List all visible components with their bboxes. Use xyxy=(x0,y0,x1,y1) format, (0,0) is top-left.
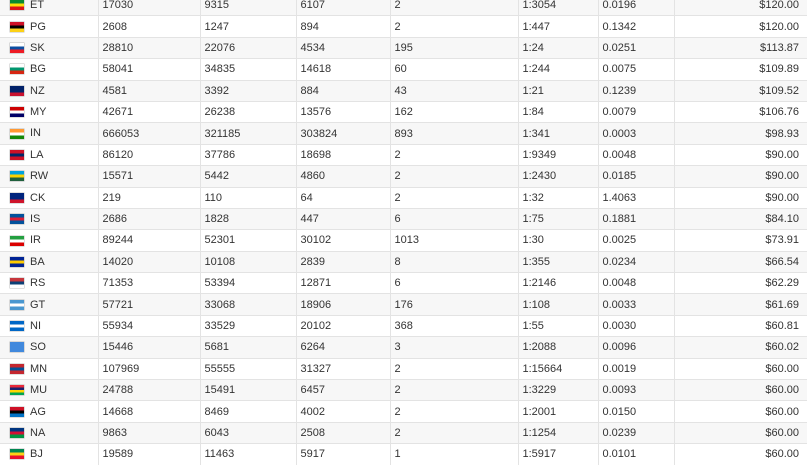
rate-cell: 0.1239 xyxy=(598,80,674,101)
ratio-cell: 1:5917 xyxy=(518,444,598,465)
country-cell xyxy=(0,251,98,272)
table-row[interactable] xyxy=(0,37,807,58)
value-cell-2: 33529 xyxy=(200,315,296,336)
table-row[interactable] xyxy=(0,59,807,80)
value-cell-2: 52301 xyxy=(200,230,296,251)
value-cell-2: 321185 xyxy=(200,123,296,144)
rate-cell: 0.0234 xyxy=(598,251,674,272)
country-code: PG xyxy=(30,20,46,33)
country-code: NA xyxy=(30,427,46,440)
country-cell xyxy=(0,144,98,165)
value-cell-1: 42671 xyxy=(98,101,200,122)
flag-icon xyxy=(10,364,24,374)
value-cell-2: 9315 xyxy=(200,0,296,16)
ratio-cell: 1:21 xyxy=(518,80,598,101)
value-cell-2: 1828 xyxy=(200,208,296,229)
table-row[interactable] xyxy=(0,444,807,465)
country-code: IR xyxy=(30,234,41,247)
value-cell-1: 58041 xyxy=(98,59,200,80)
value-cell-1: 24788 xyxy=(98,380,200,401)
amount-cell: $60.81 xyxy=(674,315,807,336)
country-code: SO xyxy=(30,341,46,354)
value-cell-2: 37786 xyxy=(200,144,296,165)
country-code: AG xyxy=(30,405,46,418)
rate-cell: 0.0025 xyxy=(598,230,674,251)
amount-cell: $61.69 xyxy=(674,294,807,315)
value-cell-2: 33068 xyxy=(200,294,296,315)
value-cell-1: 4581 xyxy=(98,80,200,101)
amount-cell: $98.93 xyxy=(674,123,807,144)
country-code: CK xyxy=(30,191,46,204)
value-cell-1: 2686 xyxy=(98,208,200,229)
value-cell-3: 4534 xyxy=(296,37,390,58)
country-code: SK xyxy=(30,42,45,55)
value-cell-4: 2 xyxy=(390,16,518,37)
country-code: RW xyxy=(30,170,49,183)
table-row[interactable] xyxy=(0,80,807,101)
flag-icon xyxy=(10,86,24,96)
rate-cell: 0.0096 xyxy=(598,337,674,358)
amount-cell: $120.00 xyxy=(674,0,807,16)
value-cell-1: 71353 xyxy=(98,273,200,294)
value-cell-1: 17030 xyxy=(98,0,200,16)
value-cell-4: 43 xyxy=(390,80,518,101)
country-code: IS xyxy=(30,213,41,226)
amount-cell: $90.00 xyxy=(674,187,807,208)
rate-cell: 0.0185 xyxy=(598,166,674,187)
country-code: NZ xyxy=(30,84,45,97)
value-cell-4: 60 xyxy=(390,59,518,80)
ratio-cell: 1:75 xyxy=(518,208,598,229)
flag-icon xyxy=(10,278,24,288)
country-code: BJ xyxy=(30,448,43,461)
rate-cell: 0.0030 xyxy=(598,315,674,336)
country-code: ET xyxy=(30,0,45,12)
ratio-cell: 1:341 xyxy=(518,123,598,144)
value-cell-1: 57721 xyxy=(98,294,200,315)
ratio-cell: 1:244 xyxy=(518,59,598,80)
value-cell-1: 15446 xyxy=(98,337,200,358)
amount-cell: $90.00 xyxy=(674,144,807,165)
ratio-cell: 1:15664 xyxy=(518,358,598,379)
country-code: NI xyxy=(30,320,41,333)
value-cell-3: 4860 xyxy=(296,166,390,187)
value-cell-3: 14618 xyxy=(296,59,390,80)
amount-cell: $60.00 xyxy=(674,422,807,443)
value-cell-3: 12871 xyxy=(296,273,390,294)
rate-cell: 0.0048 xyxy=(598,273,674,294)
country-code: MN xyxy=(30,362,48,375)
flag-icon xyxy=(10,193,24,203)
value-cell-2: 110 xyxy=(200,187,296,208)
country-cell xyxy=(0,380,98,401)
flag-icon xyxy=(10,214,24,224)
ratio-cell: 1:24 xyxy=(518,37,598,58)
flag-icon xyxy=(10,107,24,117)
ratio-cell: 1:9349 xyxy=(518,144,598,165)
value-cell-1: 9863 xyxy=(98,422,200,443)
rate-cell: 0.0079 xyxy=(598,101,674,122)
rate-cell: 0.1342 xyxy=(598,16,674,37)
ratio-cell: 1:2088 xyxy=(518,337,598,358)
country-code: LA xyxy=(30,148,44,161)
value-cell-2: 53394 xyxy=(200,273,296,294)
flag-icon xyxy=(10,407,24,417)
country-cell xyxy=(0,444,98,465)
value-cell-4: 2 xyxy=(390,144,518,165)
ratio-cell: 1:2430 xyxy=(518,166,598,187)
rate-cell: 0.0019 xyxy=(598,358,674,379)
table-row[interactable] xyxy=(0,16,807,37)
value-cell-1: 89244 xyxy=(98,230,200,251)
value-cell-1: 15571 xyxy=(98,166,200,187)
country-code: MU xyxy=(30,384,48,397)
value-cell-3: 5917 xyxy=(296,444,390,465)
value-cell-3: 64 xyxy=(296,187,390,208)
table-row[interactable] xyxy=(0,0,807,16)
amount-cell: $84.10 xyxy=(674,208,807,229)
country-cell xyxy=(0,59,98,80)
flag-icon xyxy=(10,342,24,352)
value-cell-2: 34835 xyxy=(200,59,296,80)
flag-icon xyxy=(10,236,24,246)
value-cell-4: 1 xyxy=(390,444,518,465)
value-cell-2: 11463 xyxy=(200,444,296,465)
amount-cell: $106.76 xyxy=(674,101,807,122)
table-row[interactable] xyxy=(0,358,807,379)
country-cell xyxy=(0,166,98,187)
value-cell-4: 2 xyxy=(390,166,518,187)
value-cell-2: 1247 xyxy=(200,16,296,37)
ratio-cell: 1:3229 xyxy=(518,380,598,401)
value-cell-3: 30102 xyxy=(296,230,390,251)
value-cell-2: 10108 xyxy=(200,251,296,272)
value-cell-1: 28810 xyxy=(98,37,200,58)
amount-cell: $113.87 xyxy=(674,37,807,58)
value-cell-1: 666053 xyxy=(98,123,200,144)
ratio-cell: 1:355 xyxy=(518,251,598,272)
value-cell-3: 20102 xyxy=(296,315,390,336)
country-cell xyxy=(0,0,98,16)
value-cell-3: 447 xyxy=(296,208,390,229)
value-cell-2: 5681 xyxy=(200,337,296,358)
value-cell-4: 2 xyxy=(390,358,518,379)
value-cell-1: 14020 xyxy=(98,251,200,272)
value-cell-3: 31327 xyxy=(296,358,390,379)
table-row[interactable] xyxy=(0,187,807,208)
rate-cell: 0.0093 xyxy=(598,380,674,401)
country-code: RS xyxy=(30,277,46,290)
table-row[interactable] xyxy=(0,123,807,144)
ratio-cell: 1:84 xyxy=(518,101,598,122)
table-row[interactable] xyxy=(0,273,807,294)
amount-cell: $60.00 xyxy=(674,358,807,379)
flag-icon xyxy=(10,257,24,267)
country-cell xyxy=(0,101,98,122)
value-cell-4: 2 xyxy=(390,380,518,401)
amount-cell: $66.54 xyxy=(674,251,807,272)
value-cell-4: 2 xyxy=(390,0,518,16)
value-cell-4: 2 xyxy=(390,401,518,422)
value-cell-4: 368 xyxy=(390,315,518,336)
amount-cell: $60.00 xyxy=(674,401,807,422)
amount-cell: $109.52 xyxy=(674,80,807,101)
value-cell-3: 6457 xyxy=(296,380,390,401)
rate-cell: 0.0048 xyxy=(598,144,674,165)
ratio-cell: 1:2001 xyxy=(518,401,598,422)
value-cell-3: 2839 xyxy=(296,251,390,272)
ratio-cell: 1:55 xyxy=(518,315,598,336)
country-cell xyxy=(0,337,98,358)
ratio-cell: 1:1254 xyxy=(518,422,598,443)
value-cell-3: 18906 xyxy=(296,294,390,315)
value-cell-3: 4002 xyxy=(296,401,390,422)
rate-cell: 1.4063 xyxy=(598,187,674,208)
country-cell xyxy=(0,294,98,315)
value-cell-1: 19589 xyxy=(98,444,200,465)
amount-cell: $90.00 xyxy=(674,166,807,187)
value-cell-3: 6264 xyxy=(296,337,390,358)
country-code: MY xyxy=(30,106,47,119)
country-cell xyxy=(0,273,98,294)
value-cell-2: 5442 xyxy=(200,166,296,187)
rate-cell: 0.0075 xyxy=(598,59,674,80)
rate-cell: 0.0101 xyxy=(598,444,674,465)
value-cell-3: 894 xyxy=(296,16,390,37)
table-row[interactable] xyxy=(0,230,807,251)
value-cell-4: 1013 xyxy=(390,230,518,251)
value-cell-4: 8 xyxy=(390,251,518,272)
value-cell-3: 6107 xyxy=(296,0,390,16)
country-cell xyxy=(0,187,98,208)
flag-icon xyxy=(10,0,24,10)
ratio-cell: 1:108 xyxy=(518,294,598,315)
rate-cell: 0.0003 xyxy=(598,123,674,144)
value-cell-2: 55555 xyxy=(200,358,296,379)
country-cell xyxy=(0,230,98,251)
value-cell-3: 884 xyxy=(296,80,390,101)
rate-cell: 0.0251 xyxy=(598,37,674,58)
ratio-cell: 1:447 xyxy=(518,16,598,37)
rate-cell: 0.0239 xyxy=(598,422,674,443)
country-code: BA xyxy=(30,255,45,268)
country-code: IN xyxy=(30,127,41,140)
value-cell-3: 2508 xyxy=(296,422,390,443)
value-cell-2: 26238 xyxy=(200,101,296,122)
value-cell-3: 18698 xyxy=(296,144,390,165)
country-cell xyxy=(0,401,98,422)
value-cell-1: 14668 xyxy=(98,401,200,422)
rate-cell: 0.0196 xyxy=(598,0,674,16)
table-row[interactable] xyxy=(0,380,807,401)
value-cell-1: 86120 xyxy=(98,144,200,165)
flag-icon xyxy=(10,22,24,32)
flag-icon xyxy=(10,43,24,53)
table-row[interactable] xyxy=(0,422,807,443)
value-cell-1: 107969 xyxy=(98,358,200,379)
country-cell xyxy=(0,315,98,336)
country-cell xyxy=(0,123,98,144)
value-cell-1: 219 xyxy=(98,187,200,208)
table-row[interactable] xyxy=(0,337,807,358)
value-cell-4: 162 xyxy=(390,101,518,122)
table-row[interactable] xyxy=(0,144,807,165)
value-cell-4: 893 xyxy=(390,123,518,144)
country-cell xyxy=(0,208,98,229)
table-row[interactable] xyxy=(0,166,807,187)
flag-icon xyxy=(10,171,24,181)
ratio-cell: 1:3054 xyxy=(518,0,598,16)
value-cell-2: 3392 xyxy=(200,80,296,101)
rate-cell: 0.1881 xyxy=(598,208,674,229)
value-cell-1: 55934 xyxy=(98,315,200,336)
ratio-cell: 1:32 xyxy=(518,187,598,208)
value-cell-2: 6043 xyxy=(200,422,296,443)
flag-icon xyxy=(10,129,24,139)
country-code: GT xyxy=(30,298,46,311)
value-cell-4: 2 xyxy=(390,187,518,208)
amount-cell: $109.89 xyxy=(674,59,807,80)
table-row[interactable] xyxy=(0,208,807,229)
country-cell xyxy=(0,37,98,58)
country-cell xyxy=(0,80,98,101)
amount-cell: $73.91 xyxy=(674,230,807,251)
country-cell xyxy=(0,16,98,37)
ratio-cell: 1:30 xyxy=(518,230,598,251)
table-row[interactable] xyxy=(0,251,807,272)
table-row[interactable] xyxy=(0,294,807,315)
value-cell-3: 303824 xyxy=(296,123,390,144)
value-cell-4: 176 xyxy=(390,294,518,315)
amount-cell: $60.02 xyxy=(674,337,807,358)
rate-cell: 0.0033 xyxy=(598,294,674,315)
flag-icon xyxy=(10,300,24,310)
value-cell-4: 3 xyxy=(390,337,518,358)
amount-cell: $62.29 xyxy=(674,273,807,294)
table-row[interactable] xyxy=(0,315,807,336)
value-cell-2: 15491 xyxy=(200,380,296,401)
flag-icon xyxy=(10,449,24,459)
country-cell xyxy=(0,358,98,379)
amount-cell: $60.00 xyxy=(674,380,807,401)
value-cell-1: 2608 xyxy=(98,16,200,37)
table-row[interactable] xyxy=(0,101,807,122)
flag-icon xyxy=(10,150,24,160)
value-cell-4: 6 xyxy=(390,273,518,294)
value-cell-2: 22076 xyxy=(200,37,296,58)
flag-icon xyxy=(10,428,24,438)
value-cell-3: 13576 xyxy=(296,101,390,122)
ratio-cell: 1:2146 xyxy=(518,273,598,294)
flag-icon xyxy=(10,385,24,395)
value-cell-4: 2 xyxy=(390,422,518,443)
amount-cell: $60.00 xyxy=(674,444,807,465)
rate-cell: 0.0150 xyxy=(598,401,674,422)
value-cell-4: 6 xyxy=(390,208,518,229)
flag-icon xyxy=(10,64,24,74)
table-row[interactable] xyxy=(0,401,807,422)
flag-icon xyxy=(10,321,24,331)
amount-cell: $120.00 xyxy=(674,16,807,37)
country-code: BG xyxy=(30,63,46,76)
country-cell xyxy=(0,422,98,443)
value-cell-4: 195 xyxy=(390,37,518,58)
value-cell-2: 8469 xyxy=(200,401,296,422)
